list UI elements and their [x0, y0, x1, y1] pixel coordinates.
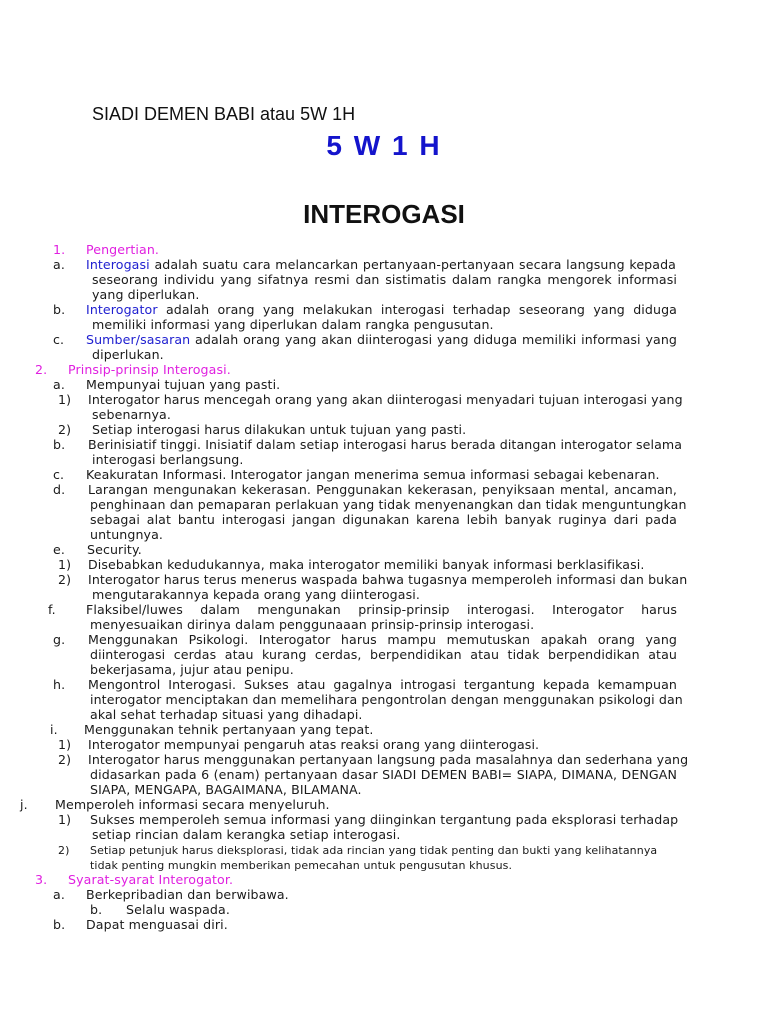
- line-text: [86, 377, 280, 392]
- document-line: [0, 272, 768, 287]
- line-content: Berkepribadian dan berwibawa.: [86, 887, 289, 902]
- document-line: [0, 858, 768, 873]
- line-content: Larangan mengunakan kekerasan. Penggunakan kekerasan, penyiksaan mental, ancaman,: [88, 482, 677, 497]
- list-marker: 1): [58, 557, 72, 572]
- document-line: [0, 827, 768, 842]
- line-content: Prinsip-prinsip Interogasi.: [68, 362, 231, 377]
- line-text: [68, 362, 231, 377]
- list-marker: 3.: [35, 872, 48, 887]
- term-highlight: Interogasi: [86, 257, 150, 272]
- line-text: [86, 302, 677, 317]
- document-line: [0, 422, 768, 437]
- document-line: [0, 632, 768, 647]
- document-line: [0, 887, 768, 902]
- list-marker: 2): [58, 572, 72, 587]
- list-marker: 1): [58, 812, 72, 827]
- list-marker: i.: [50, 722, 58, 737]
- document-line: [0, 752, 768, 767]
- line-content: setiap rincian dalam kerangka setiap interogasi.: [92, 827, 401, 842]
- line-content: adalah suatu cara melancarkan pertanyaan-pertanyaan secara langsung kepada: [149, 257, 676, 272]
- list-marker: b.: [53, 437, 66, 452]
- line-content: interogasi berlangsung.: [92, 452, 244, 467]
- line-content: Menggunakan Psikologi. Interogator harus mampu memutuskan apakah orang yang: [88, 632, 677, 647]
- line-content: sebagai alat bantu interogasi jangan digunakan karena lebih banyak ruginya dari pada: [90, 512, 677, 527]
- line-text: [90, 662, 294, 677]
- line-text: [68, 872, 233, 887]
- document-line: [0, 482, 768, 497]
- document-line: [0, 557, 768, 572]
- line-text: [90, 843, 657, 858]
- list-marker: b.: [53, 302, 66, 317]
- line-content: diinterogasi cerdas atau kurang cerdas, berpendidikan atau tidak berpendidikan atau: [90, 647, 677, 662]
- main-heading: [0, 130, 768, 162]
- line-text: [86, 242, 159, 257]
- line-text: [86, 332, 677, 347]
- line-text: [88, 557, 644, 572]
- line-content: Setiap petunjuk harus dieksplorasi, tidak ada rincian yang tidak penting dan bukti yang kelihatannya: [90, 844, 658, 857]
- line-content: Disebabkan kedudukannya, maka interogator memiliki banyak informasi berklasifikasi.: [88, 557, 645, 572]
- line-content: Flaksibel/luwes dalam mengunakan prinsip-prinsip interogasi. Interogator harus: [86, 602, 677, 617]
- list-marker: a.: [53, 377, 65, 392]
- term-highlight: Sumber/sasaran: [86, 332, 191, 347]
- list-marker: e.: [53, 542, 65, 557]
- line-content: Berinisiatif tinggi. Inisiatif dalam setiap interogasi harus berada ditangan interogator selama: [88, 437, 683, 452]
- line-content: yang diperlukan.: [92, 287, 200, 302]
- line-content: Security.: [87, 542, 142, 557]
- document-line: [0, 647, 768, 662]
- line-content: interogator menciptakan dan memelihara pengontrolan dengan menggunakan psikologi dan: [90, 692, 683, 707]
- line-content: Interogator harus menggunakan pertanyaan langsung pada masalahnya dan sederhana yang: [88, 752, 689, 767]
- document-line: [0, 572, 768, 587]
- line-text: [92, 422, 466, 437]
- line-content: Memperoleh informasi secara menyeluruh.: [55, 797, 330, 812]
- line-content: SIAPA, MENGAPA, BAGAIMANA, BILAMANA.: [90, 782, 362, 797]
- line-text: [92, 452, 243, 467]
- line-text: [90, 692, 683, 707]
- document-line: [0, 512, 768, 527]
- line-text: [90, 767, 677, 782]
- document-line: [0, 242, 768, 257]
- line-text: [90, 512, 677, 527]
- list-marker: 1.: [53, 242, 66, 257]
- line-text: [92, 317, 494, 332]
- line-content: Selalu waspada.: [126, 902, 230, 917]
- line-content: Pengertian.: [86, 242, 160, 257]
- line-content: didasarkan pada 6 (enam) pertanyaan dasar SIADI DEMEN BABI= SIAPA, DIMANA, DENGAN: [90, 767, 677, 782]
- list-marker: h.: [53, 677, 66, 692]
- document-line: [0, 302, 768, 317]
- list-marker: 1): [58, 392, 72, 407]
- document-line: [0, 767, 768, 782]
- main-heading-text: 5 W 1 H: [326, 130, 442, 161]
- line-text: [92, 287, 199, 302]
- document-line: [0, 812, 768, 827]
- line-content: bekerjasama, jujur atau penipu.: [90, 662, 294, 677]
- line-text: [90, 647, 677, 662]
- list-marker: b.: [53, 917, 66, 932]
- document-line: [0, 332, 768, 347]
- line-text: [88, 677, 677, 692]
- list-marker: a.: [53, 887, 65, 902]
- document-line: [0, 542, 768, 557]
- list-marker: 2): [58, 844, 70, 857]
- line-content: akal sehat terhadap situasi yang dihadapi.: [90, 707, 363, 722]
- document-line: [0, 843, 768, 858]
- document-line: [0, 872, 768, 887]
- line-content: Interogator mempunyai pengaruh atas reaksi orang yang diinterogasi.: [88, 737, 540, 752]
- document-line: [0, 617, 768, 632]
- line-text: [88, 752, 689, 767]
- document-line: [0, 722, 768, 737]
- document-line: [0, 737, 768, 752]
- list-marker: 2): [58, 422, 72, 437]
- line-content: Sukses memperoleh semua informasi yang diinginkan tergantung pada eksplorasi terhadap: [90, 812, 679, 827]
- document-line: [0, 692, 768, 707]
- list-marker: j.: [20, 797, 28, 812]
- line-text: [88, 572, 688, 587]
- line-content: menyesuaikan dirinya dalam penggunaaan prinsip-prinsip interogasi.: [90, 617, 535, 632]
- document-line: [0, 662, 768, 677]
- list-marker: b.: [90, 902, 103, 917]
- document-line: [0, 437, 768, 452]
- document-line: [0, 902, 768, 917]
- line-text: [88, 482, 677, 497]
- line-content: memiliki informasi yang diperlukan dalam rangka pengusutan.: [92, 317, 494, 332]
- list-marker: d.: [53, 482, 66, 497]
- line-content: penghinaan dan pemaparan perlakuan yang tidak menyenangkan dan tidak menguntungkan: [90, 497, 687, 512]
- list-marker: f.: [48, 602, 56, 617]
- line-content: Mempunyai tujuan yang pasti.: [86, 377, 281, 392]
- document-line: [0, 287, 768, 302]
- list-marker: 2): [58, 752, 72, 767]
- line-content: Setiap interogasi harus dilakukan untuk tujuan yang pasti.: [92, 422, 467, 437]
- document-line: [0, 392, 768, 407]
- document-line: [0, 782, 768, 797]
- line-text: [90, 812, 677, 827]
- line-content: Syarat-syarat Interogator.: [68, 872, 234, 887]
- line-text: [88, 437, 683, 452]
- line-text: [88, 392, 683, 407]
- line-content: Mengontrol Interogasi. Sukses atau gagalnya introgasi tergantung kepada kemampuan: [88, 677, 677, 692]
- line-content: Menggunakan tehnik pertanyaan yang tepat.: [84, 722, 374, 737]
- line-text: [86, 257, 676, 272]
- document-line: [0, 602, 768, 617]
- line-text: [90, 617, 534, 632]
- list-marker: 1): [58, 737, 72, 752]
- document-line: [0, 317, 768, 332]
- list-marker: c.: [53, 467, 65, 482]
- line-content: sebenarnya.: [92, 407, 171, 422]
- line-text: [92, 407, 171, 422]
- document-line: [0, 362, 768, 377]
- line-content: adalah orang yang akan diinterogasi yang diduga memiliki informasi yang: [190, 332, 677, 347]
- document-line: [0, 677, 768, 692]
- document-line: [0, 257, 768, 272]
- line-content: tidak penting mungkin memberikan pemecahan untuk pengusutan khusus.: [90, 859, 513, 872]
- line-text: [92, 347, 164, 362]
- line-content: diperlukan.: [92, 347, 164, 362]
- list-marker: a.: [53, 257, 65, 272]
- line-content: Interogator harus terus menerus waspada bahwa tugasnya memperoleh informasi dan bukan: [88, 572, 688, 587]
- line-content: untungnya.: [90, 527, 164, 542]
- line-text: [90, 497, 687, 512]
- document-line: [0, 707, 768, 722]
- document-title: SIADI DEMEN BABI atau 5W 1H: [92, 104, 356, 124]
- list-marker: 2.: [35, 362, 48, 377]
- section-heading: INTEROGASI: [303, 199, 465, 229]
- line-content: mengutarakannya kepada orang yang diinterogasi.: [92, 587, 420, 602]
- line-text: [86, 917, 228, 932]
- list-marker: g.: [53, 632, 66, 647]
- document-line: [0, 467, 768, 482]
- line-text: [84, 722, 374, 737]
- line-text: [90, 527, 163, 542]
- line-content: Interogator harus mencegah orang yang akan diinterogasi menyadari tujuan interogasi yang: [88, 392, 683, 407]
- document-line: [0, 452, 768, 467]
- line-content: seseorang individu yang sifatnya resmi dan sistimatis dalam rangka mengorek informasi: [92, 272, 677, 287]
- line-text: [88, 632, 677, 647]
- line-text: [92, 587, 420, 602]
- line-content: Dapat menguasai diri.: [86, 917, 228, 932]
- document-line: [0, 797, 768, 812]
- term-highlight: Interogator: [86, 302, 158, 317]
- line-text: [55, 797, 330, 812]
- line-content: Keakuratan Informasi. Interogator jangan menerima semua informasi sebagai kebenaran.: [86, 467, 660, 482]
- line-text: [90, 858, 512, 873]
- line-text: [87, 542, 142, 557]
- document-line: [0, 497, 768, 512]
- document-line: [0, 377, 768, 392]
- line-text: [86, 602, 677, 617]
- line-text: [92, 827, 401, 842]
- line-text: [88, 737, 539, 752]
- line-text: [86, 467, 660, 482]
- line-text: [92, 272, 677, 287]
- line-text: [90, 707, 363, 722]
- line-content: adalah orang yang melakukan interogasi terhadap seseorang yang diduga: [157, 302, 677, 317]
- line-text: [90, 782, 362, 797]
- line-text: [126, 902, 230, 917]
- document-line: [0, 527, 768, 542]
- document-line: [0, 347, 768, 362]
- document-line: [0, 587, 768, 602]
- document-line: [0, 407, 768, 422]
- list-marker: c.: [53, 332, 65, 347]
- document-line: [0, 917, 768, 932]
- line-text: [86, 887, 289, 902]
